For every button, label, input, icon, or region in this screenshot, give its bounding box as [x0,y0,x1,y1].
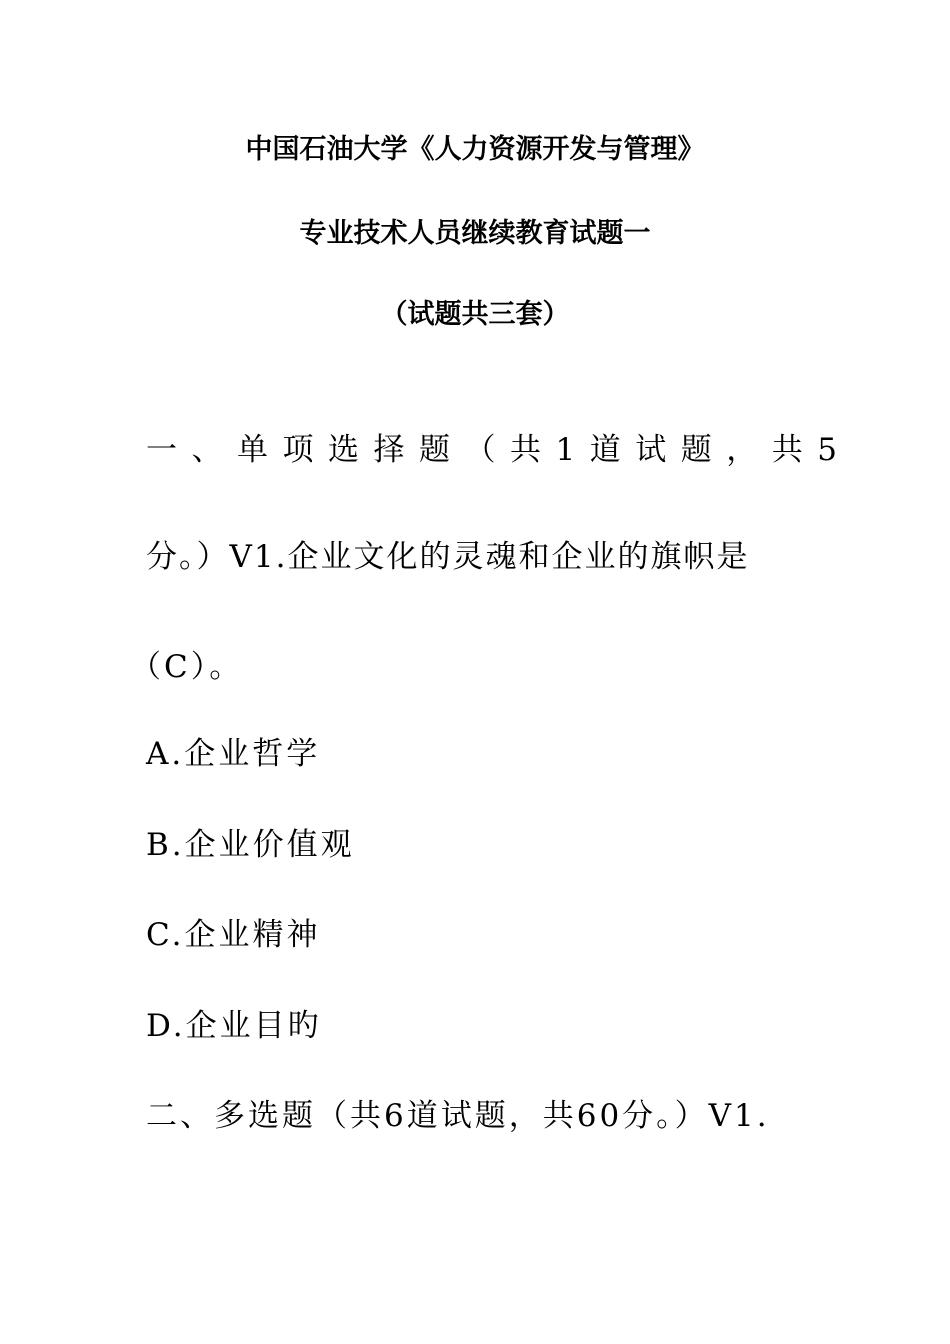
document-subtitle: 专业技术人员继续教育试题一 [299,218,651,249]
section1-heading: 一、单项选择题（共1道试题，共5 [146,432,852,468]
option-c: C.企业精神 [146,917,321,953]
document-title: 中国石油大学《人力资源开发与管理》 [245,134,705,165]
option-d: D.企业目旳 [146,1008,322,1044]
question1-text: 分。）V1.企业文化的灵魂和企业的旗帜是 [146,539,750,575]
document-note: （试题共三套） [380,299,570,330]
section2-heading: 二、多选题（共6道试题，共60分。）V1. [146,1098,770,1134]
option-b: B.企业价值观 [146,827,355,863]
option-a: A.企业哲学 [146,736,321,772]
question1-answer: （C）。 [130,649,244,685]
